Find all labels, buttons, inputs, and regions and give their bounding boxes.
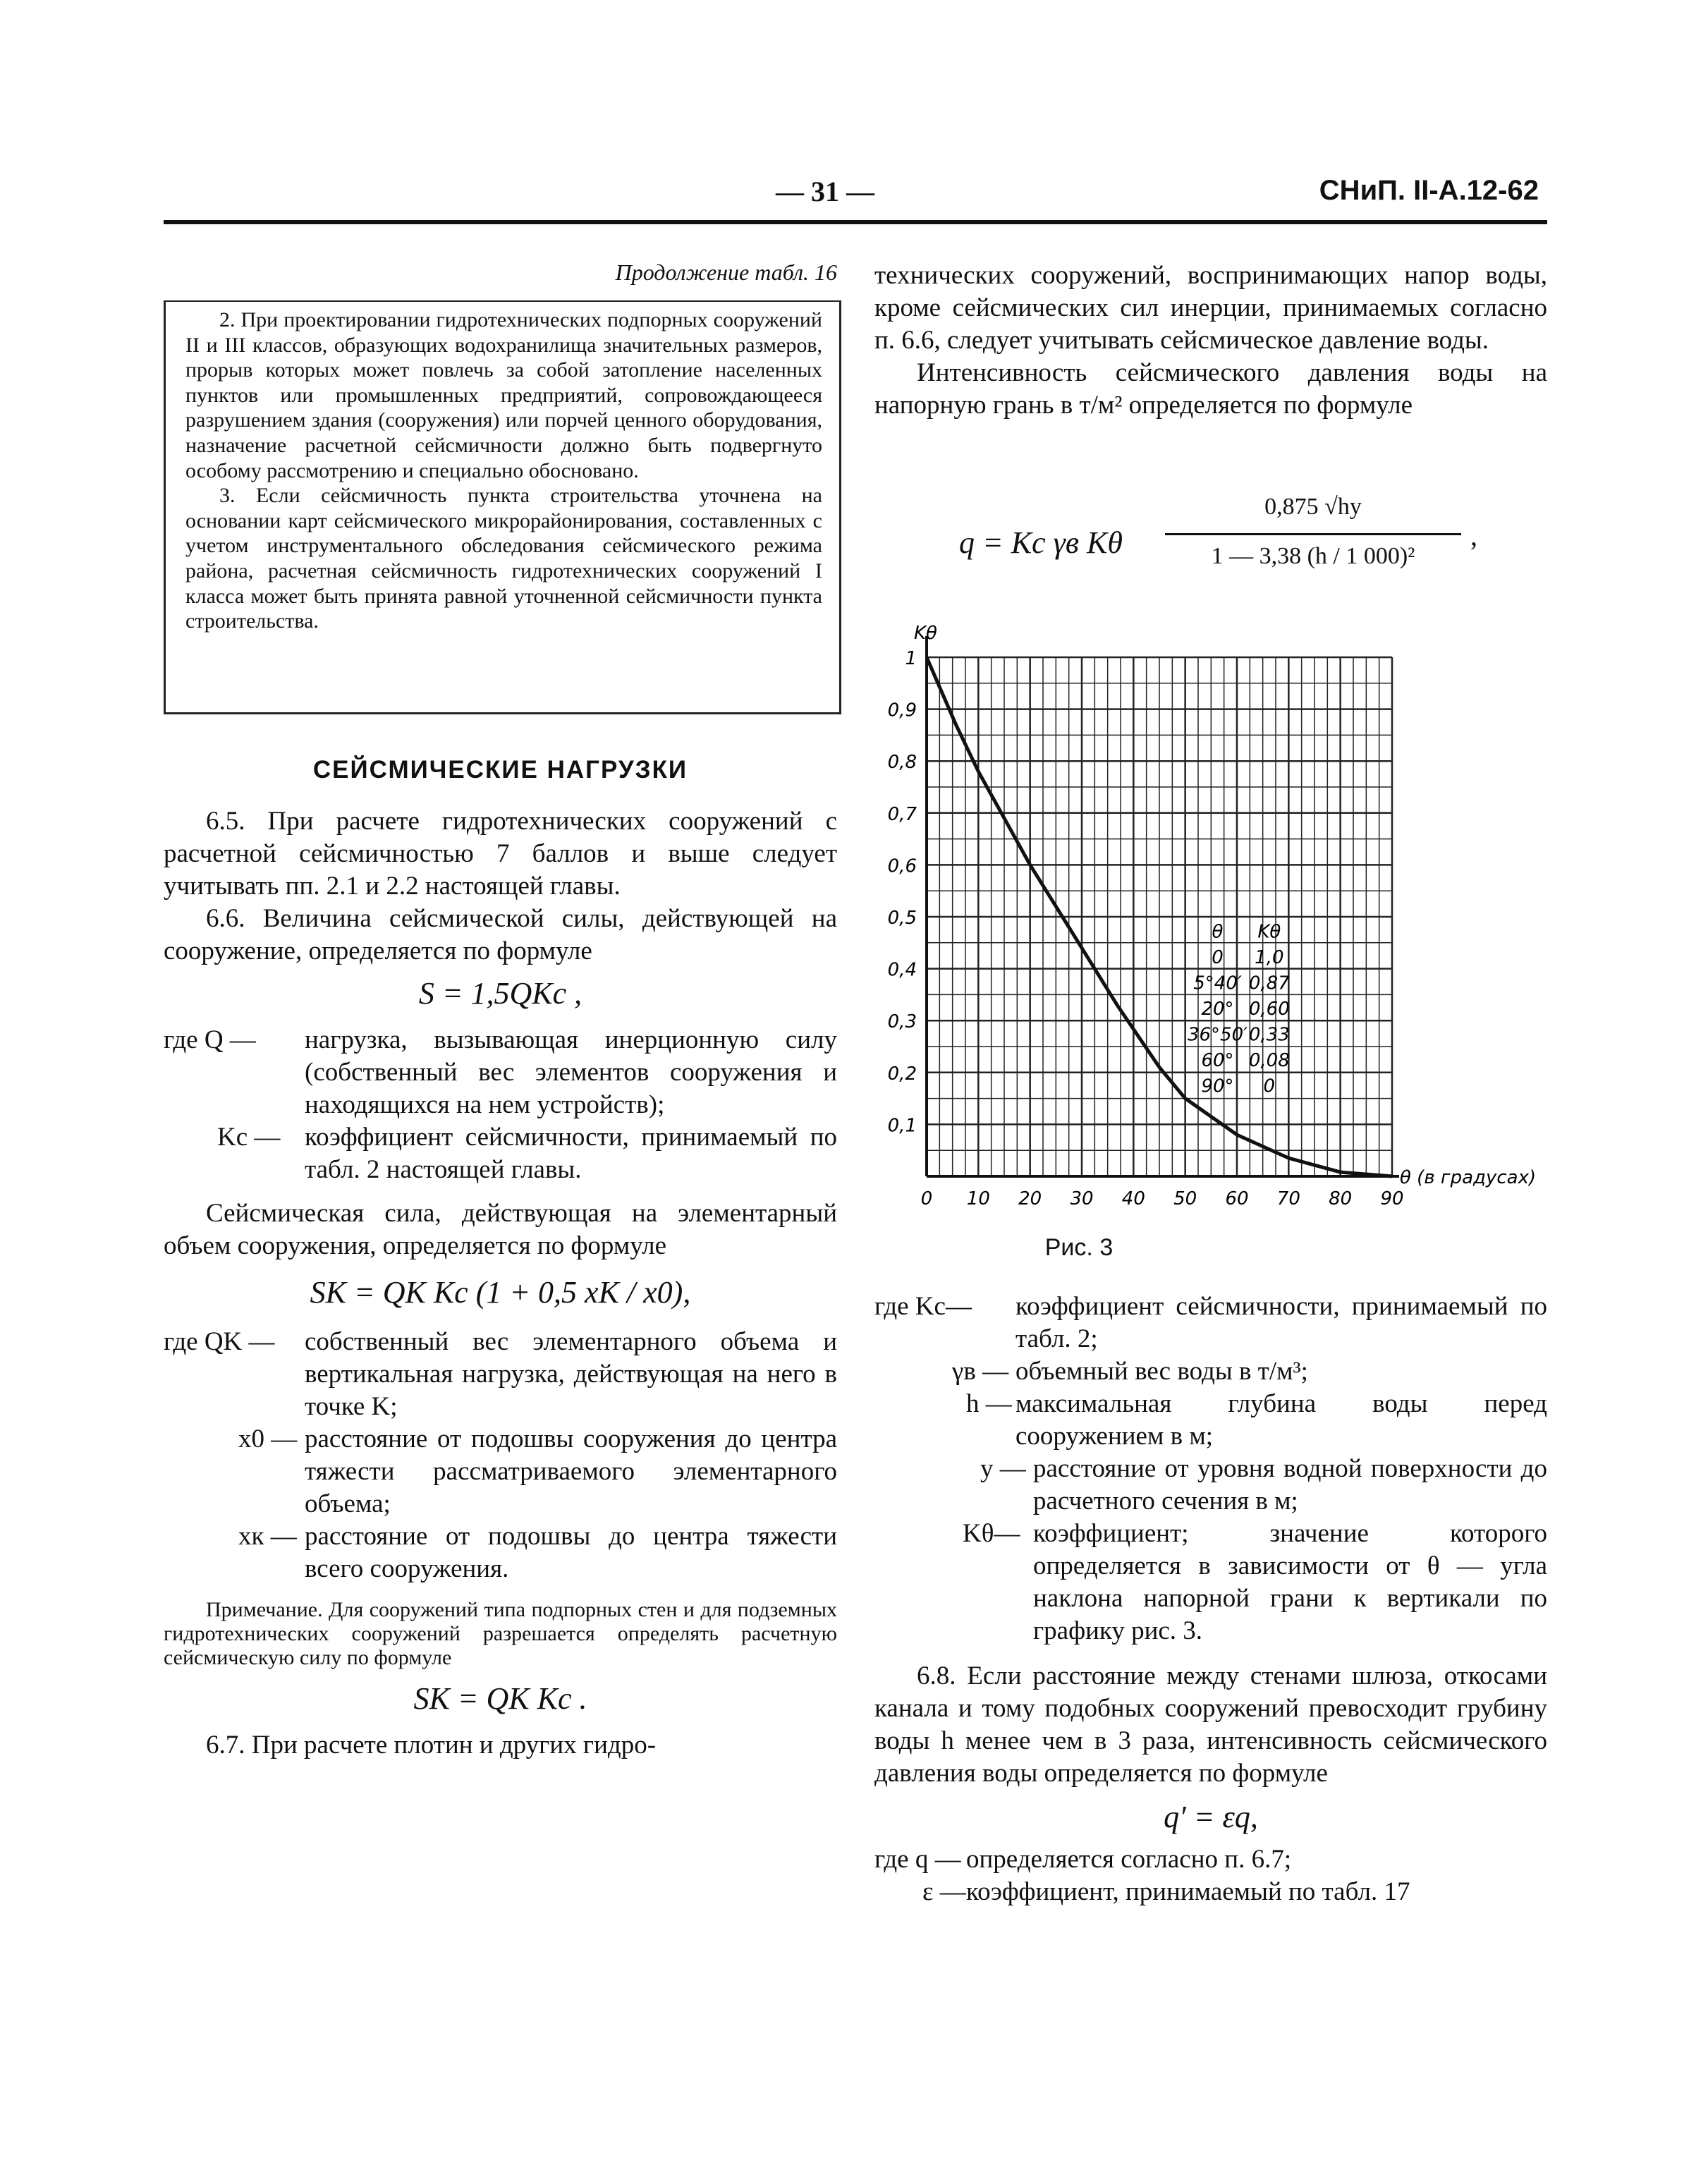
formula-q-comma: , xyxy=(1470,520,1477,551)
definition-label: где q — xyxy=(874,1845,961,1874)
definition-h xyxy=(874,1388,1547,1453)
inset-cell: 20° xyxy=(1201,998,1234,1020)
y-tick-label: 0,5 xyxy=(887,908,917,929)
y-tick-label: 0,1 xyxy=(887,1115,917,1137)
formula-sk: SK = QK Kс (1 + 0,5 xK / x0), xyxy=(310,1275,691,1310)
inset-cell: 0,08 xyxy=(1248,1049,1290,1071)
paragraph-6-5: 6.5. При расчете гидротехнических сооружений с расчетной сейсмичностью 7 баллов и выше следует учитывать пп. 2.1 и 2.2 настоящей главы. xyxy=(164,807,837,901)
definition-kc-right xyxy=(874,1291,1547,1355)
figure-caption: Рис. 3 xyxy=(1044,1234,1114,1261)
paragraph-intensity: Интенсивность сейсмического давления воды на напорную грань в т/м² определяется по формуле xyxy=(874,358,1547,420)
x-tick-label: 90 xyxy=(1380,1188,1404,1209)
inset-cell: 90° xyxy=(1201,1075,1234,1097)
right-column-bottom xyxy=(874,1291,1547,1908)
inset-cell: 36°50′ xyxy=(1187,1024,1248,1046)
definition-label: x0 — xyxy=(238,1425,298,1453)
x-axis-label: θ (в градусах) xyxy=(1400,1167,1537,1188)
formula-q-left: q = Kс γв Kθ xyxy=(959,525,1123,560)
document-code: СНиП. II-А.12-62 xyxy=(1319,175,1539,206)
definition-text: расстояние от уровня водной поверхности до расчетного сечения в м; xyxy=(1033,1454,1547,1516)
definition-qk xyxy=(164,1326,837,1423)
definition-text: коэффициент сейсмичности, принимаемый по табл. 2 настоящей главы. xyxy=(305,1123,837,1184)
definition-text: объемный вес воды в т/м³; xyxy=(1015,1357,1308,1386)
inset-cell: 1,0 xyxy=(1255,946,1284,968)
x-tick-label: 20 xyxy=(1018,1188,1042,1209)
y-axis-label: Kθ xyxy=(914,623,937,644)
y-tick-label: 0,9 xyxy=(887,700,917,721)
y-tick-label: 1 xyxy=(905,648,917,669)
x-tick-label: 0 xyxy=(920,1188,933,1209)
paragraph-6-6: 6.6. Величина сейсмической силы, действующей на сооружение, определяется по формуле xyxy=(164,904,837,965)
inset-cell: 60° xyxy=(1201,1049,1234,1071)
k-theta-chart xyxy=(874,606,1547,1227)
definition-k-theta xyxy=(874,1518,1547,1647)
x-tick-label: 60 xyxy=(1225,1188,1249,1209)
definition-q xyxy=(164,1024,837,1121)
x-tick-label: 10 xyxy=(966,1188,990,1209)
inset-cell: 0 xyxy=(1212,946,1224,968)
paragraph-6-7-continued: технических сооружений, воспринимающих напор воды, кроме сейсмических сил инерции, принимаемых согласно п. 6.6, следует учитывать сейсмическое давление воды. xyxy=(874,261,1547,355)
y-tick-label: 0,6 xyxy=(887,855,917,877)
definition-text: расстояние от подошвы сооружения до центра тяжести рассматриваемого элементарного объема; xyxy=(305,1425,837,1518)
header-rule xyxy=(164,220,1547,224)
formula-q xyxy=(874,494,1547,599)
definition-label: где QK — xyxy=(164,1327,275,1356)
y-tick-label: 0,3 xyxy=(887,1011,917,1033)
formula-s: S = 1,5QKс , xyxy=(418,976,582,1011)
definition-text: коэффициент; значение которого определяется в зависимости от θ — угла наклона напорной грани к вертикали по графику рис. 3. xyxy=(1033,1519,1547,1645)
table-note-item-3: 3. Если сейсмичность пункта строительства уточнена на основании карт сейсмического микрорайонирования, составленных с учетом инструментального обследования сейсмического режима района, расчетная сейсмичность гидротехнических сооружений I класса может быть принята равной уточненной сейсмичности пункта строительства. xyxy=(185,484,822,633)
note-paragraph: Примечание. Для сооружений типа подпорных стен и для подземных гидротехнических сооружений разрешается определять расчетную сейсмическую силу по формуле xyxy=(164,1598,837,1669)
inset-cell: 0 xyxy=(1263,1075,1276,1097)
inset-cell: 0,33 xyxy=(1248,1024,1290,1046)
inset-cell: 0,87 xyxy=(1248,972,1290,994)
definition-label: где Kс— xyxy=(874,1292,972,1321)
formula-sk-simple: SK = QK Kс . xyxy=(413,1681,587,1716)
x-tick-label: 30 xyxy=(1070,1188,1094,1209)
inset-cell: 0,60 xyxy=(1248,998,1290,1020)
inset-header: Kθ xyxy=(1257,921,1281,943)
inset-header: θ xyxy=(1212,921,1224,943)
definition-text: максимальная глубина воды перед сооружением в м; xyxy=(1015,1389,1547,1451)
right-column-top xyxy=(874,260,1547,422)
definition-label: Kθ— xyxy=(963,1519,1020,1548)
definition-label: h — xyxy=(966,1389,1012,1418)
definition-label: γв — xyxy=(952,1357,1009,1386)
definition-text: коэффициент сейсмичности, принимаемый по табл. 2; xyxy=(1015,1292,1547,1353)
definition-y xyxy=(874,1453,1547,1518)
y-tick-label: 0,4 xyxy=(887,959,917,981)
x-tick-label: 40 xyxy=(1121,1188,1145,1209)
y-tick-label: 0,2 xyxy=(887,1063,917,1085)
y-tick-label: 0,8 xyxy=(887,752,917,774)
x-tick-label: 80 xyxy=(1329,1188,1353,1209)
definition-text: коэффициент, принимаемый по табл. 17 xyxy=(966,1877,1410,1906)
page-number: — 31 — xyxy=(776,176,874,207)
definition-kc xyxy=(164,1121,837,1186)
definition-text: расстояние от подошвы до центра тяжести всего сооружения. xyxy=(305,1522,837,1583)
section-title: СЕЙСМИЧЕСКИЕ НАГРУЗКИ xyxy=(312,756,688,783)
definition-label: xк — xyxy=(238,1522,297,1551)
x-tick-label: 70 xyxy=(1276,1188,1300,1209)
definition-q-right xyxy=(874,1843,1547,1876)
formula-q-numerator: 0,875 √hy xyxy=(1264,494,1362,520)
inset-cell: 5°40′ xyxy=(1193,972,1242,994)
inset-table xyxy=(1188,921,1290,1097)
paragraph-6-6-b: Сейсмическая сила, действующая на элементарный объем сооружения, определяется по формуле xyxy=(164,1199,837,1260)
definition-xk xyxy=(164,1520,837,1585)
table-note-item-2: 2. При проектировании гидротехнических подпорных сооружений II и III классов, образующих водохранилища значительных размеров, прорыв которых может повлечь за собой затопление населенных пунктов или промышленных предприятий, сопровождающееся разрушением здания (сооружения) или порчей ценного оборудования, назначение расчетной сейсмичности должно быть подвергнуто особому рассмотрению и специально обосновано. xyxy=(185,308,822,482)
formula-q-prime: q′ = εq, xyxy=(1164,1800,1258,1834)
x-tick-label: 50 xyxy=(1173,1188,1197,1209)
table-note-box xyxy=(164,300,841,714)
y-tick-label: 0,7 xyxy=(887,803,917,825)
definition-text: нагрузка, вызывающая инерционную силу (собственный вес элементов сооружения и находящихся на нем устройств); xyxy=(305,1025,837,1119)
definition-label: где Q — xyxy=(164,1025,256,1054)
definition-label: Kс — xyxy=(217,1123,281,1152)
left-column-body xyxy=(164,805,837,1762)
definition-epsilon xyxy=(874,1876,1547,1908)
formula-q-denominator: 1 — 3,38 (h / 1 000)² xyxy=(1211,543,1415,569)
definition-label: ε — xyxy=(922,1877,966,1906)
paragraph-6-8: 6.8. Если расстояние между стенами шлюза, откосами канала и тому подобных сооружений превосходит грубину воды h менее чем в 3 раза, интенсивность сейсмического давления воды определяется по формуле xyxy=(874,1661,1547,1788)
chart-grid xyxy=(927,636,1399,1176)
paragraph-6-7: 6.7. При расчете плотин и других гидро- xyxy=(206,1731,657,1760)
table-continuation-label: Продолжение табл. 16 xyxy=(615,260,837,285)
definition-text: определяется согласно п. 6.7; xyxy=(966,1845,1292,1874)
definition-x0 xyxy=(164,1423,837,1520)
fraction-bar xyxy=(1165,533,1461,535)
definition-label: y — xyxy=(980,1454,1026,1483)
definition-gamma xyxy=(874,1355,1547,1388)
definition-text: собственный вес элементарного объема и вертикальная нагрузка, действующая на него в точке K; xyxy=(305,1327,837,1421)
